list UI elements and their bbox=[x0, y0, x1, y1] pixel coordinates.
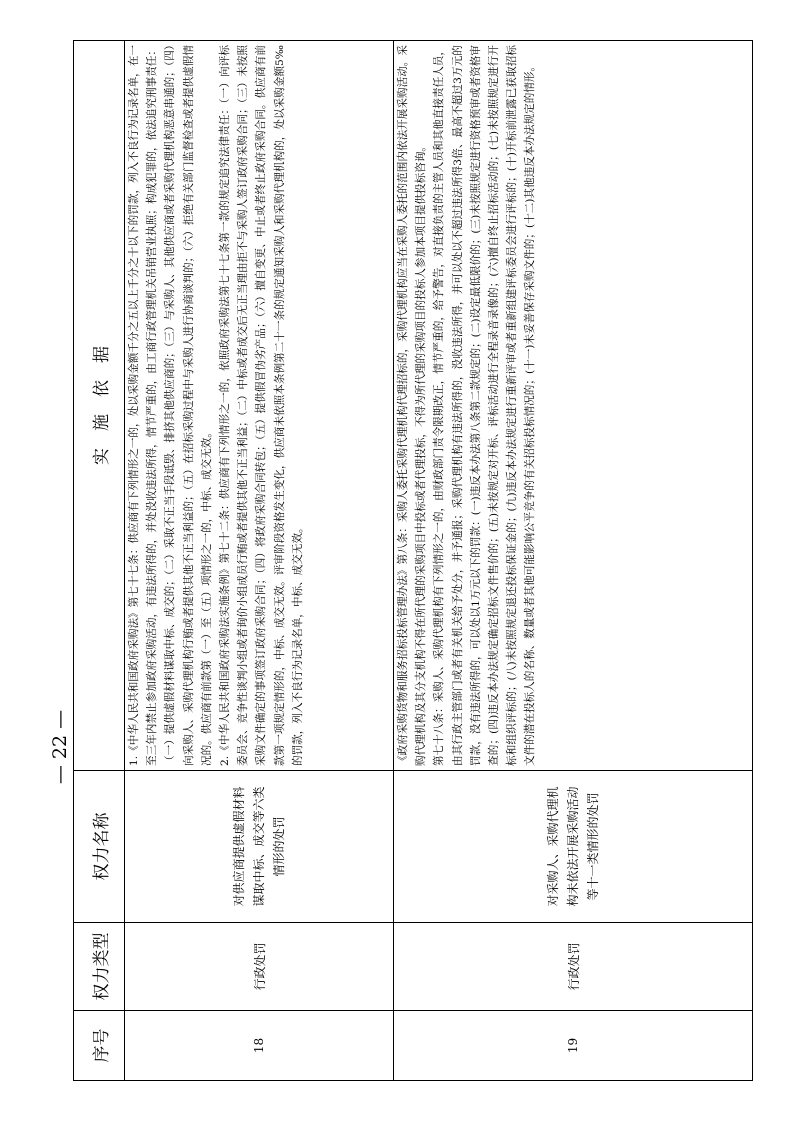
table-row bbox=[394, 41, 753, 1081]
row-name: 对供应商提供虚假材料谋取中标、成交等六类情形的处罚 bbox=[125, 771, 394, 923]
basis-paragraph: 1.《中华人民共和国政府采购法》第七十七条：供应商有下列情形之一的，处以采购金额千分之五以上千分之十以下的罚款，列入不良行为记录名单，在一至三年内禁止参加政府采购活动，有违法所得的，并处没收违法所得，情节严重的，由工商行政管理机关吊销营业执照；构成犯罪的，依法追究刑事责任：（一）提供虚假材料谋取中标、成交的；（二）采取不正当手段诋毁、排挤其他供应商的；（三）与采购人、其他供应商或者采购代理机构恶意串通的；（四）向采购人、采购代理机构行贿或者提供其他不正当利益的；（五）在招标采购过程中与采购人进行协商谈判的；（六）拒绝有关部门监督检查或者提供虚假情况的。供应商有前款第（一）至（五）项情形之一的，中标、成交无效。 bbox=[128, 45, 213, 766]
basis-paragraph: 《政府采购货物和服务招标投标管理办法》第八条：采购人委托采购代理机构代理招标的，采购代理机构应当在采购人委托的范围内依法开展采购活动。采购代理机构及其分支机构不得在所代理的采购项目中投标或者代理投标，不得为所代理的采购项目的投标人参加本项目提供投标咨询。 bbox=[397, 45, 428, 766]
header-name: 权力名称 bbox=[74, 771, 125, 923]
row-basis bbox=[125, 41, 394, 771]
page-number: — 22 — bbox=[49, 709, 72, 785]
row-basis bbox=[394, 41, 753, 771]
row-name: 对采购人、采购代理机构未依法开展采购活动等十一类情形的处罚 bbox=[394, 771, 753, 923]
header-basis: 实 施 依 据 bbox=[74, 41, 125, 771]
basis-paragraph: 2.《中华人民共和国政府采购法实施条例》第七十二条：供应商有下列情形之一的，依照政府采购法第七十七条第一款的规定追究法律责任：（一）向评标委员会、竞争性谈判小组或者询价小组成员行贿或者提供其他不正当利益；（二）中标或者成交后无正当理由拒不与采购人签订政府采购合同；（三）未按照采购文件确定的事项签订政府采购合同；（四）将政府采购合同转包；（五）提供假冒伪劣产品；（六）擅自变更、中止或者终止政府采购合同。供应商有前款第一项规定情形的，中标、成交无效。评审阶段资格发生变化，供应商未依照本条例第二十一条的规定通知采购人和采购代理机构的，处以采购金额5‰的罚款，列入不良行为记录名单，中标、成交无效。 bbox=[219, 45, 304, 766]
row-number: 19 bbox=[394, 1011, 753, 1081]
row-number: 18 bbox=[125, 1011, 394, 1081]
row-type: 行政处罚 bbox=[394, 923, 753, 1011]
page-footer bbox=[30, 709, 90, 785]
table-row bbox=[125, 41, 394, 1081]
rotated-page-content bbox=[73, 41, 753, 1081]
header-number: 序号 bbox=[74, 1011, 125, 1081]
row-type: 行政处罚 bbox=[125, 923, 394, 1011]
power-list-table bbox=[73, 40, 753, 1081]
basis-paragraph: 第七十八条：采购人、采购代理机构有下列情形之一的，由财政部门责令限期改正，情节严重的，给予警告，对直接负责的主管人员和其他直接责任人员，由其行政主管部门或者有关机关给予处分，并予通报；采购代理机构有违法所得的，没收违法所得，并可以处以不超过违法所得3倍、最高不超过3万元的罚款，没有违法所得的，可以处以1万元以下的罚款：(一)违反本办法第八条第二款规定的；(二)设定最低限价的；(三)未按照规定进行资格预审或者资格审查的；(四)违反本办法规定确定招标文件售价的；(五)未按规定对开标、评标活动进行全程录音录像的；(六)擅自终止招标活动的；(七)未按照规定进行开标和组织评标的；(八)未按照规定退还投标保证金的；(九)违反本办法规定进行重新评审或者重新组建评标委员会进行评标的；(十)开标前泄露已获取招标文件的潜在投标人的名称、数量或者其他可能影响公平竞争的有关招标投标情况的；(十一)未妥善保存采购文件的；(十二)其他违反本办法规定的情形。 bbox=[433, 45, 537, 766]
header-type: 权力类型 bbox=[74, 923, 125, 1011]
table-header-row bbox=[74, 41, 125, 1081]
